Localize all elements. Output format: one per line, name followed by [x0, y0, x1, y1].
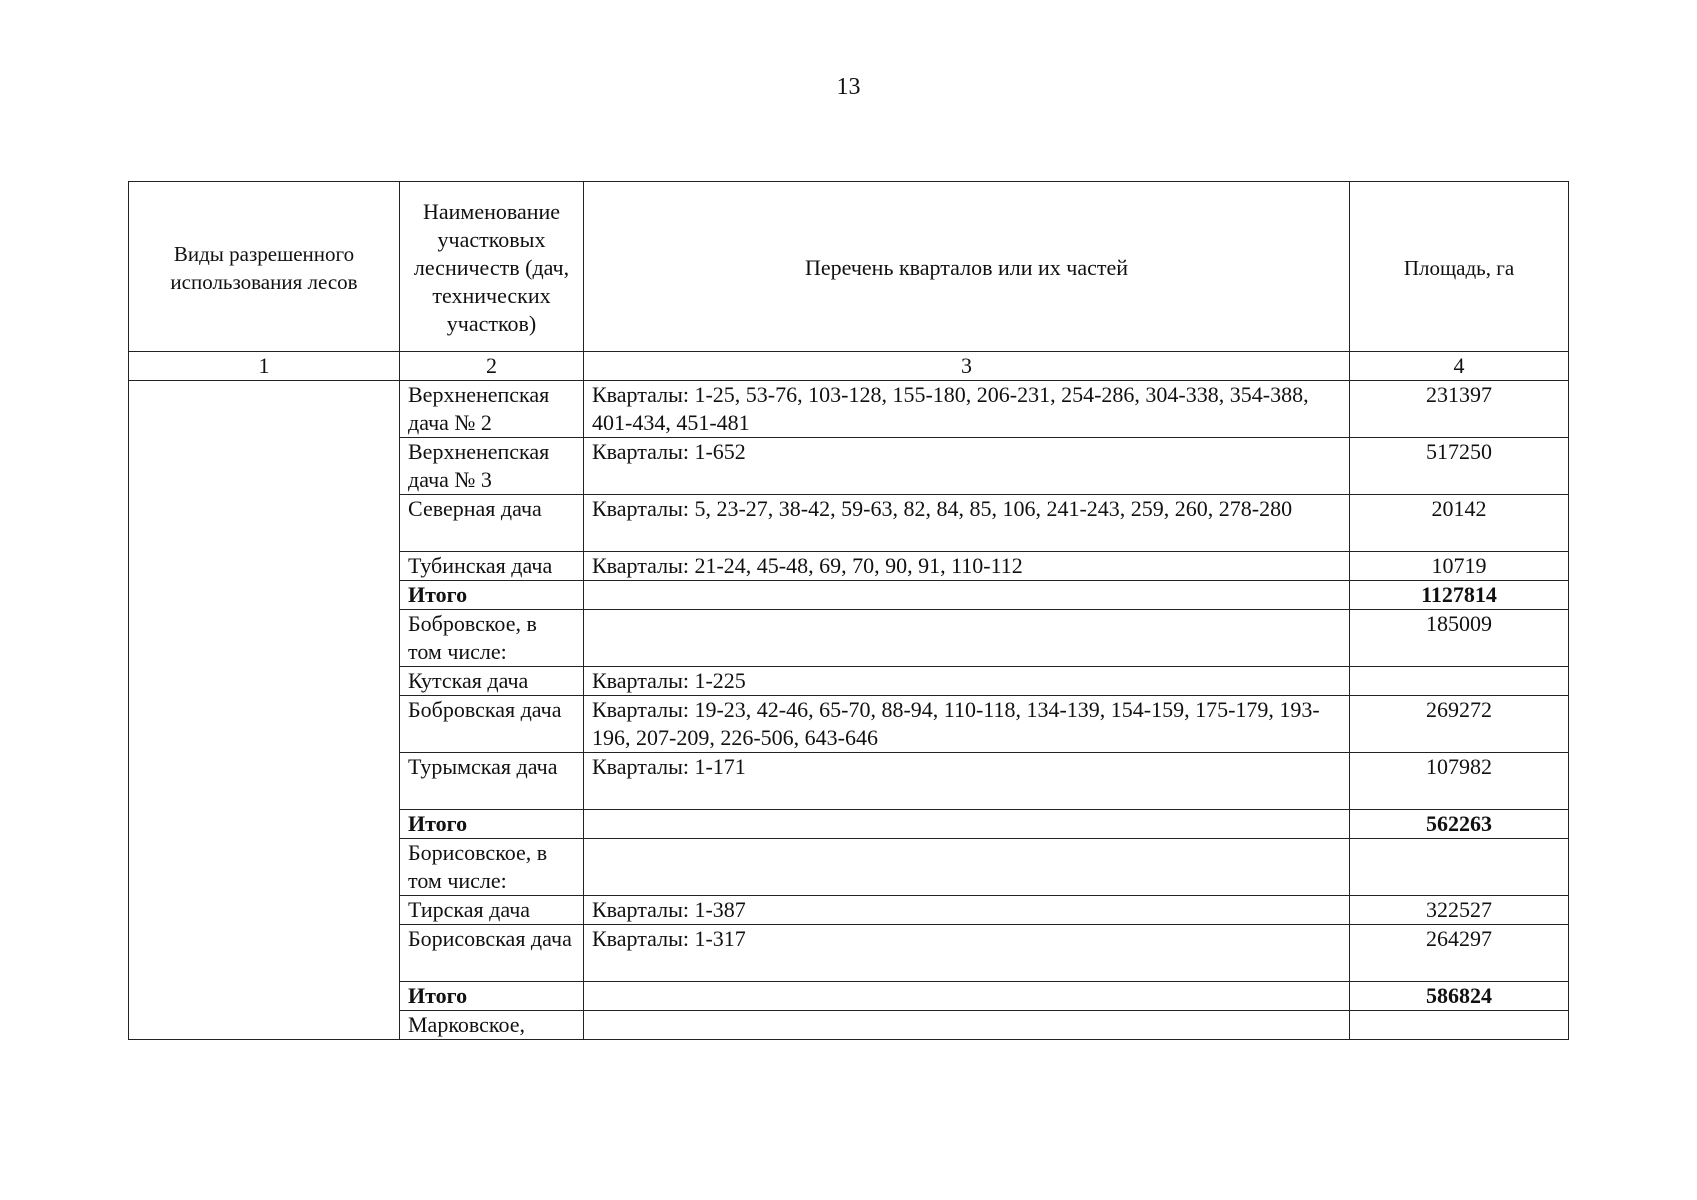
column-number: 3	[584, 352, 1350, 381]
column-number: 4	[1350, 352, 1569, 381]
quarters-cell: Кварталы: 1-387	[584, 896, 1350, 925]
page-number: 13	[836, 74, 861, 100]
forestry-name-cell: Кутская дача	[400, 667, 584, 696]
area-cell: 264297	[1350, 925, 1569, 982]
forestry-name-cell: Турымская дача	[400, 753, 584, 810]
area-cell: 269272	[1350, 696, 1569, 753]
quarters-cell	[584, 1011, 1350, 1040]
quarters-cell: Кварталы: 1-171	[584, 753, 1350, 810]
quarters-cell: Кварталы: 21-24, 45-48, 69, 70, 90, 91, 110-112	[584, 552, 1350, 581]
area-cell: 322527	[1350, 896, 1569, 925]
header-permitted-use: Виды разрешенного использования лесов	[129, 182, 400, 352]
total-area: 1127814	[1350, 581, 1569, 610]
area-cell: 10719	[1350, 552, 1569, 581]
forestry-name-cell: Бобровское, в том числе:	[400, 610, 584, 667]
quarters-cell	[584, 810, 1350, 839]
forestry-name-cell: Марковское,	[400, 1011, 584, 1040]
area-cell: 107982	[1350, 753, 1569, 810]
quarters-cell: Кварталы: 19-23, 42-46, 65-70, 88-94, 110-118, 134-139, 154-159, 175-179, 193-196, 207-209, 226-506, 643-646	[584, 696, 1350, 753]
total-label: Итого	[400, 982, 584, 1011]
quarters-cell: Кварталы: 1-25, 53-76, 103-128, 155-180, 206-231, 254-286, 304-338, 354-388, 401-434, 451-481	[584, 381, 1350, 438]
forestry-name-cell: Верхненепская дача № 2	[400, 381, 584, 438]
header-area: Площадь, га	[1350, 182, 1569, 352]
area-cell	[1350, 839, 1569, 896]
column-number: 1	[129, 352, 400, 381]
permitted-use-cell	[129, 381, 400, 1040]
forestry-name-cell: Верхненепская дача № 3	[400, 438, 584, 495]
quarters-cell: Кварталы: 1-652	[584, 438, 1350, 495]
table-header-row	[129, 182, 1569, 352]
forest-allocation-table	[128, 181, 1569, 1040]
header-forestry-name: Наименование участковых лесничеств (дач, технических участков)	[400, 182, 584, 352]
quarters-cell	[584, 610, 1350, 667]
table-row	[129, 381, 1569, 438]
area-cell: 517250	[1350, 438, 1569, 495]
forestry-name-cell: Борисовская дача	[400, 925, 584, 982]
total-area: 562263	[1350, 810, 1569, 839]
quarters-cell	[584, 839, 1350, 896]
forestry-name-cell: Борисовское, в том числе:	[400, 839, 584, 896]
header-quarters-list: Перечень кварталов или их частей	[584, 182, 1350, 352]
quarters-cell: Кварталы: 1-225	[584, 667, 1350, 696]
column-number-row	[129, 352, 1569, 381]
area-cell: 20142	[1350, 495, 1569, 552]
quarters-cell: Кварталы: 5, 23-27, 38-42, 59-63, 82, 84, 85, 106, 241-243, 259, 260, 278-280	[584, 495, 1350, 552]
column-number: 2	[400, 352, 584, 381]
area-cell: 231397	[1350, 381, 1569, 438]
total-area: 586824	[1350, 982, 1569, 1011]
forestry-name-cell: Тирская дача	[400, 896, 584, 925]
area-cell	[1350, 1011, 1569, 1040]
forestry-name-cell: Бобровская дача	[400, 696, 584, 753]
total-label: Итого	[400, 581, 584, 610]
area-cell: 185009	[1350, 610, 1569, 667]
quarters-cell	[584, 982, 1350, 1011]
area-cell	[1350, 667, 1569, 696]
quarters-cell: Кварталы: 1-317	[584, 925, 1350, 982]
quarters-cell	[584, 581, 1350, 610]
forestry-name-cell: Северная дача	[400, 495, 584, 552]
forestry-name-cell: Тубинская дача	[400, 552, 584, 581]
total-label: Итого	[400, 810, 584, 839]
